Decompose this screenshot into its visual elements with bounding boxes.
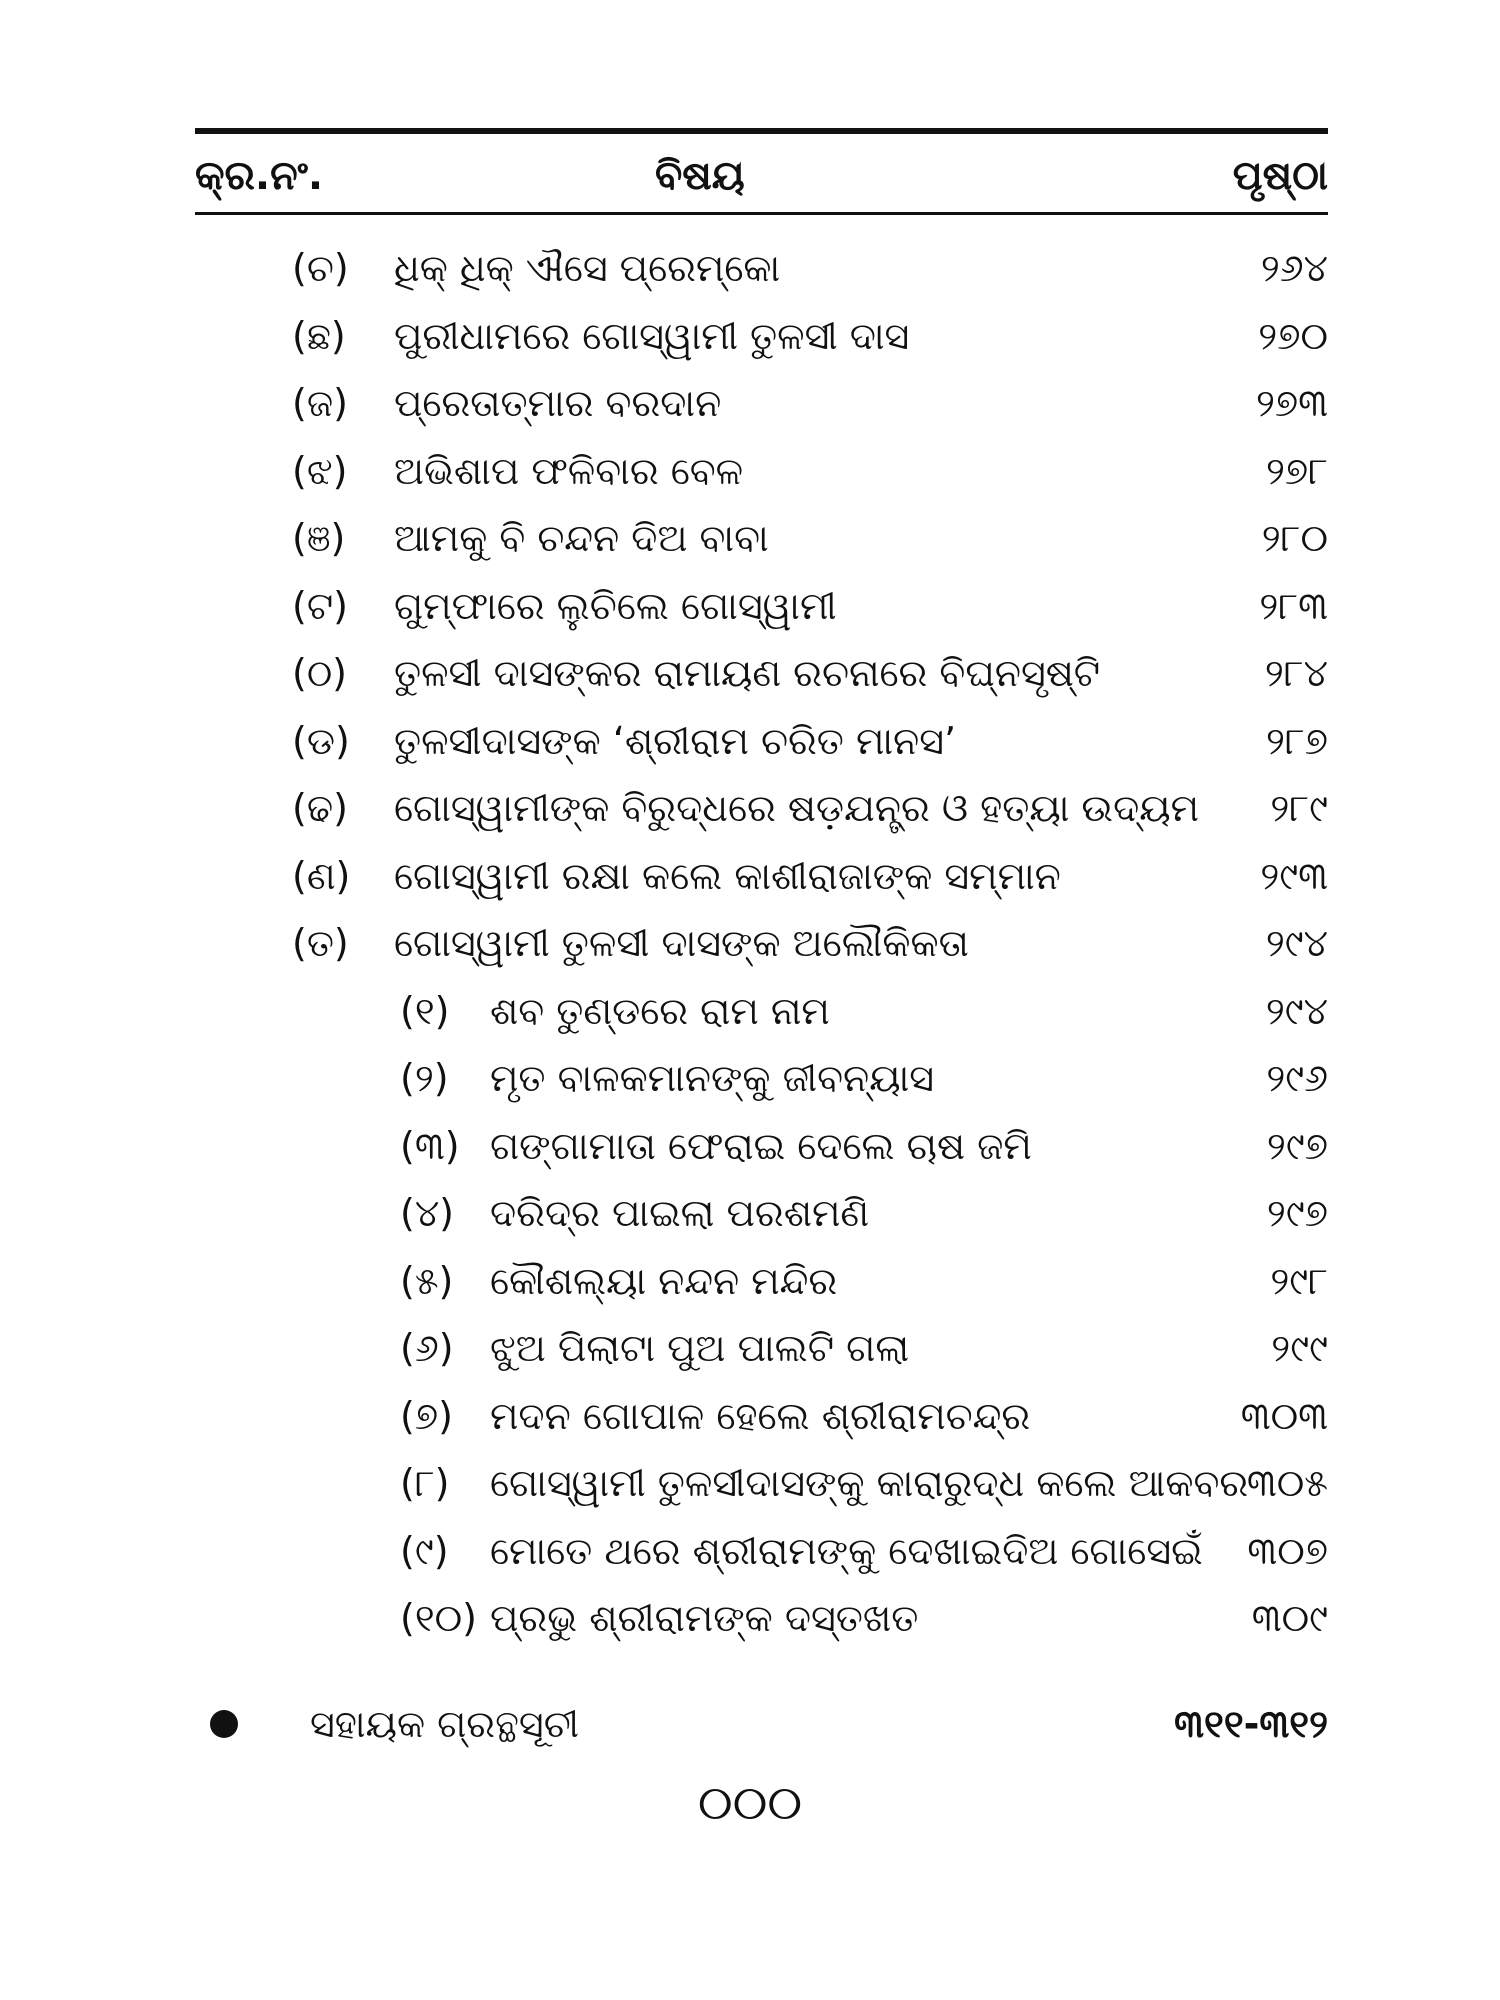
entry-label: (ଜ) [292,381,348,425]
entry-page: ୨୬୪ [1260,246,1328,290]
serial-column-header: କ୍ର.ନଂ. [195,153,324,199]
subentry-label: (୩) [400,1123,460,1168]
subentry-label: (୪) [400,1191,455,1235]
entry-label: (ଚ) [292,246,349,290]
subentry-title: ମଦନ ଗୋପାଳ ହେଲେ ଶ୍ରୀରାମଚନ୍ଦ୍ର [490,1393,1031,1438]
subentry-label: (୮) [400,1461,450,1505]
subentry-label: (୨) [400,1056,449,1100]
entry-page: ୨୭୮ [1265,448,1328,493]
entry-title: ପୁରୀଧାମରେ ଗୋସ୍ୱାମୀ ତୁଳସୀ ଦାସ [394,313,910,358]
subentry-page: ୨୯୯ [1271,1326,1328,1370]
entry-label: (ଟ) [292,583,348,628]
subentry-page: ୨୯୭ [1266,1191,1328,1235]
subentry-page: ୨୯୮ [1270,1258,1328,1303]
entry-page: ୨୭୦ [1258,313,1328,358]
subentry-title: ଗଙ୍ଗାମାତା ଫେରାଇ ଦେଲେ ଚାଷ ଜମି [490,1123,1032,1168]
entry-label: (ଣ) [292,853,351,898]
entry-title: ଅଭିଶାପ ଫଳିବାର ବେଳ [394,448,744,493]
subentry-title: ଝୁଅ ପିଲାଟା ପୁଅ ପାଲଟି ଗଲା [490,1326,910,1370]
entry-page: ୨୮୯ [1270,786,1328,830]
subentry-label: (୧) [400,988,450,1033]
entry-page: ୨୮୦ [1261,516,1328,560]
page-column-header: ପୃଷ୍ଠା [1232,153,1328,199]
entry-label: (ତ) [292,921,349,965]
top-rule [195,128,1328,134]
entry-title: ଗୁମ୍ଫାରେ ଲୁଚିଲେ ଗୋସ୍ୱାମୀ [394,583,837,628]
entry-title: ପ୍ରେତାତ୍ମାର ବରଦାନ [394,381,722,425]
entry-title: ଗୋସ୍ୱାମୀଙ୍କ ବିରୁଦ୍ଧରେ ଷଡ଼ଯନ୍ତ୍ର ଓ ହତ୍ୟା ଉଦ୍ୟମ [394,786,1200,830]
entry-label: (ଛ) [292,313,346,358]
subentry-title: ପ୍ରଭୁ ଶ୍ରୀରାମଙ୍କ ଦସ୍ତଖତ [490,1596,919,1640]
subentry-label: (୬) [400,1326,454,1370]
subentry-label: (୧୦) [400,1596,477,1640]
entry-page: ୨୮୩ [1259,583,1328,628]
entry-label: (ଡ) [292,718,350,763]
subentry-title: ଗୋସ୍ୱାମୀ ତୁଳସୀଦାସଙ୍କୁ କାରାରୁଦ୍ଧ କଲେ ଆକବର [490,1461,1249,1505]
entry-label: (ଝ) [292,448,348,493]
entry-title: ତୁଳସୀ ଦାସଙ୍କର ରାମାୟଣ ରଚନାରେ ବିଘ୍ନସୃଷ୍ଟି [394,651,1101,695]
entry-label: (ଠ) [292,651,347,695]
subentry-page: ୨୯୭ [1266,1123,1328,1168]
entry-title: ଗୋସ୍ୱାମୀ ରକ୍ଷା କଲେ କାଶୀରାଜାଙ୍କ ସମ୍ମାନ [394,853,1061,898]
subentry-page: ୩୦୯ [1251,1596,1328,1640]
entry-page: ୨୮୪ [1264,651,1328,695]
bibliography-entry [0,1692,1500,1756]
entry-page: ୨୭୩ [1255,381,1328,425]
subentry-title: ଶବ ତୁଣ୍ଡରେ ରାମ ନାମ [490,988,830,1033]
entry-title: ଆମକୁ ବି ଚନ୍ଦନ ଦିଅ ବାବା [394,516,769,560]
header-rule [195,212,1328,215]
subentry-title: ମୋତେ ଥରେ ଶ୍ରୀରାମଙ୍କୁ ଦେଖାଇଦିଅ ଗୋସେଇଁ [490,1528,1203,1573]
entry-page: ୨୯୩ [1260,853,1328,898]
bibliography-title: ସହାୟକ ଗ୍ରନ୍ଥସୂଚୀ [310,1702,579,1746]
bibliography-pages: ୩୧୧-୩୧୨ [1174,1702,1328,1746]
entry-page: ୨୮୭ [1265,718,1328,763]
subentry-title: କୌଶଲ୍ୟା ନନ୍ଦନ ମନ୍ଦିର [490,1258,838,1303]
subentry-page: ୩୦୭ [1247,1528,1328,1573]
entry-title: ଗୋସ୍ୱାମୀ ତୁଳସୀ ଦାସଙ୍କ ଅଲୌକିକତା [394,921,969,965]
subject-column-header: ବିଷୟ [655,153,745,199]
page-number: ୦୦୦ [697,1775,803,1831]
entry-label: (ଢ) [292,786,348,830]
subentry-page: ୨୯୬ [1266,1056,1328,1100]
subentry-title: ଦରିଦ୍ର ପାଇଲା ପରଶମଣି [490,1191,870,1235]
entry-title: ଧିକ୍ ଧିକ୍ ଐସେ ପ୍ରେମ୍‌କୋ [394,246,781,290]
subentry-page: ୨୯୪ [1265,988,1328,1033]
entry-label: (ଞ) [292,516,346,560]
subentry-page: ୩୦୫ [1246,1461,1328,1505]
subentry-page: ୩୦୩ [1240,1393,1328,1438]
subentry-label: (୫) [400,1258,454,1303]
subentry-label: (୯) [400,1528,449,1573]
subentry-title: ମୃତ ବାଳକମାନଙ୍କୁ ଜୀବନ୍ୟାସ [490,1056,935,1100]
subentry-label: (୭) [400,1393,453,1438]
bullet-icon [210,1710,238,1738]
entry-title: ତୁଳସୀଦାସଙ୍କ ‘ଶ୍ରୀରାମ ଚରିତ ମାନସ’ [394,718,957,763]
entry-page: ୨୯୪ [1265,921,1328,965]
